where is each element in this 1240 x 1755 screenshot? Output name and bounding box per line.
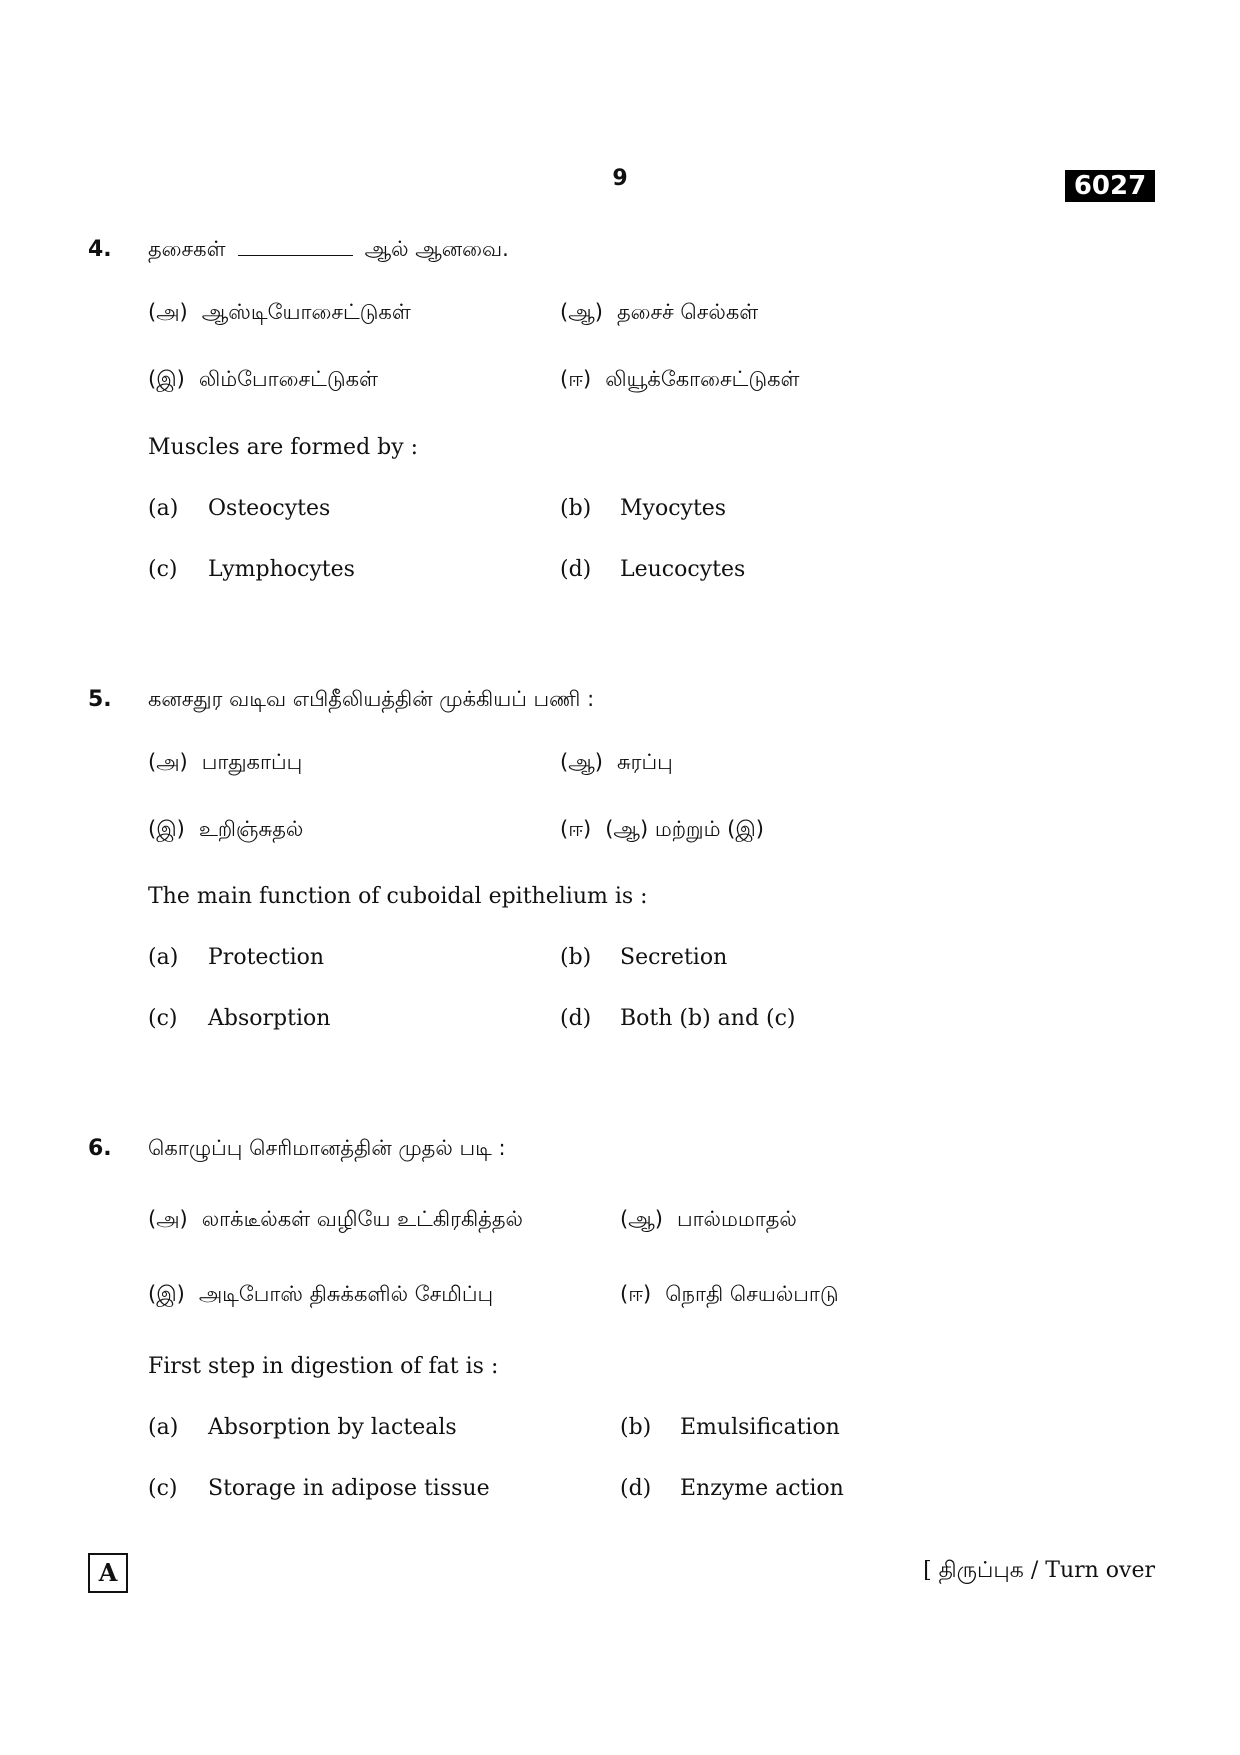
option-label: (c) — [148, 1476, 178, 1501]
turn-over-note: [ திருப்புக / Turn over — [923, 1558, 1155, 1583]
question-number: 6. — [88, 1136, 112, 1161]
english-option — [560, 945, 727, 970]
option-text: (ஆ) மற்றும் (இ) — [605, 817, 764, 841]
option-label: (ஆ) — [560, 750, 603, 774]
option-label: (அ) — [148, 300, 188, 324]
english-option — [620, 1476, 844, 1501]
tamil-stem — [148, 237, 509, 264]
option-text: லியூக்கோசைட்டுகள் — [605, 367, 800, 391]
option-label: (c) — [148, 557, 178, 582]
tamil-option — [560, 817, 764, 844]
tamil-option — [620, 1282, 839, 1309]
option-label: (இ) — [148, 817, 185, 841]
option-text: லாக்டீல்கள் வழியே உட்கிரகித்தல் — [201, 1207, 523, 1231]
option-label: (இ) — [148, 367, 185, 391]
option-text: உறிஞ்சுதல் — [198, 817, 304, 841]
option-label: (ஈ) — [560, 367, 592, 391]
option-label: (ஆ) — [560, 300, 603, 324]
option-label: (d) — [620, 1476, 652, 1501]
tamil-option — [148, 300, 411, 327]
option-text: சுரப்பு — [616, 750, 673, 774]
option-text: Leucocytes — [620, 557, 746, 582]
option-label: (c) — [148, 1006, 178, 1031]
option-text: Secretion — [620, 945, 728, 970]
option-text: Enzyme action — [680, 1476, 844, 1501]
option-text: Myocytes — [620, 496, 727, 521]
english-option — [148, 1415, 457, 1440]
question-number: 5. — [88, 687, 112, 712]
english-option — [620, 1415, 840, 1440]
english-option — [148, 945, 324, 970]
tamil-stem: கனசதுர வடிவ எபிதீலியத்தின் முக்கியப் பணி : — [148, 687, 595, 711]
option-text: Both (b) and (c) — [620, 1006, 796, 1031]
option-label: (ஈ) — [620, 1282, 652, 1306]
english-option — [148, 1476, 490, 1501]
option-label: (a) — [148, 496, 179, 521]
english-option — [148, 557, 355, 582]
english-option — [148, 496, 330, 521]
english-option — [560, 1006, 796, 1031]
option-label: (a) — [148, 1415, 179, 1440]
option-label: (ஈ) — [560, 817, 592, 841]
english-stem: Muscles are formed by : — [148, 435, 419, 460]
paper-code-badge: 6027 — [1065, 170, 1155, 202]
option-label: (அ) — [148, 750, 188, 774]
option-text: Protection — [208, 945, 325, 970]
tamil-option — [148, 367, 378, 394]
option-text: அடிபோஸ் திசுக்களில் சேமிப்பு — [198, 1282, 494, 1306]
option-text: பால்மமாதல் — [676, 1207, 797, 1231]
option-text: Osteocytes — [208, 496, 331, 521]
option-label: (b) — [560, 945, 592, 970]
tamil-option — [148, 817, 303, 844]
page-number: 9 — [612, 166, 628, 191]
version-box: A — [88, 1553, 128, 1593]
option-text: தசைச் செல்கள் — [616, 300, 759, 324]
fill-blank-line — [238, 254, 353, 256]
option-label: (b) — [560, 496, 592, 521]
option-text: ஆஸ்டியோசைட்டுகள் — [201, 300, 411, 324]
option-label: (d) — [560, 1006, 592, 1031]
tamil-option — [148, 1207, 523, 1234]
tamil-option — [560, 300, 758, 327]
option-text: Absorption — [208, 1006, 331, 1031]
option-label: (ஆ) — [620, 1207, 663, 1231]
option-text: Absorption by lacteals — [208, 1415, 457, 1440]
tamil-stem: கொழுப்பு செரிமானத்தின் முதல் படி : — [148, 1136, 506, 1160]
option-text: லிம்போசைட்டுகள் — [198, 367, 378, 391]
option-label: (b) — [620, 1415, 652, 1440]
tamil-stem-part: தசைகள் — [148, 237, 226, 261]
english-stem: The main function of cuboidal epithelium is : — [148, 884, 648, 909]
tamil-option — [148, 1282, 493, 1309]
english-option — [148, 1006, 330, 1031]
question-number: 4. — [88, 237, 112, 262]
tamil-option — [560, 750, 673, 777]
option-label: (அ) — [148, 1207, 188, 1231]
option-label: (இ) — [148, 1282, 185, 1306]
option-label: (a) — [148, 945, 179, 970]
option-label: (d) — [560, 557, 592, 582]
option-text: Storage in adipose tissue — [208, 1476, 490, 1501]
option-text: Lymphocytes — [208, 557, 355, 582]
option-text: பாதுகாப்பு — [201, 750, 303, 774]
tamil-option — [620, 1207, 797, 1234]
option-text: Emulsification — [680, 1415, 840, 1440]
tamil-option — [148, 750, 302, 777]
english-option — [560, 496, 726, 521]
english-stem: First step in digestion of fat is : — [148, 1354, 499, 1379]
tamil-stem-part: ஆல் ஆனவை. — [364, 237, 509, 261]
option-text: நொதி செயல்பாடு — [665, 1282, 839, 1306]
english-option — [560, 557, 745, 582]
tamil-option — [560, 367, 800, 394]
